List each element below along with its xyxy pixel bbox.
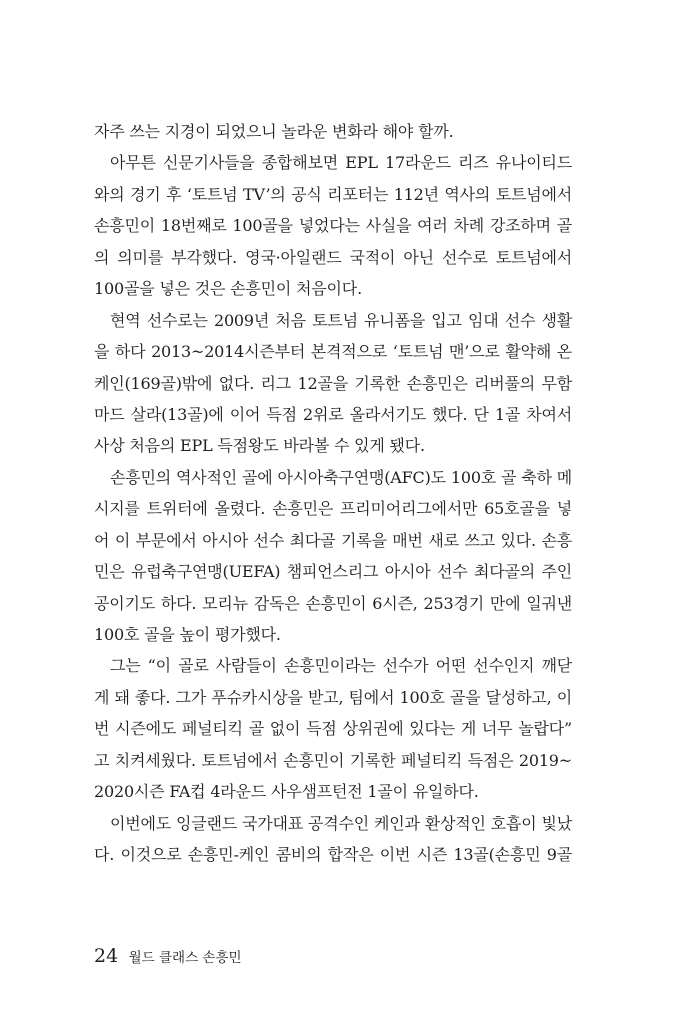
- text-line: 아무튼 신문기사들을 종합해보면 EPL 17라운드 리즈 유나이티드: [110, 153, 572, 173]
- text-line: 100호 골을 높이 평가했다.: [94, 625, 281, 644]
- text-line: 민은 유럽축구연맹(UEFA) 챔피언스리그 아시아 선수 최다골의 주인: [94, 562, 572, 582]
- text-line: 손흥민이 18번째로 100골을 넣었다는 사실을 여러 차례 강조하며 골: [94, 216, 572, 236]
- body-text: [94, 116, 572, 871]
- text-line: 을 하다 2013~2014시즌부터 본격적으로 ‘토트넘 맨’으로 활약해 온: [94, 342, 572, 362]
- text-line: 그는 “이 골로 사람들이 손흥민이라는 선수가 어떤 선수인지 깨닫: [110, 656, 572, 676]
- text-line: 2020시즌 FA컵 4라운드 사우샘프턴전 1골이 유일하다.: [94, 782, 479, 802]
- text-line: 고 치켜세웠다. 토트넘에서 손흥민이 기록한 페널티킥 득점은 2019~: [94, 750, 572, 770]
- text-line: 사상 처음의 EPL 득점왕도 바라볼 수 있게 됐다.: [94, 436, 425, 456]
- text-line: 케인(169골)밖에 없다. 리그 12골을 기록한 손흥민은 리버풀의 무함: [94, 373, 572, 393]
- text-line: 다. 이것으로 손흥민-케인 콤비의 합작은 이번 시즌 13골(손흥민 9골: [94, 845, 572, 865]
- text-line: 번 시즌에도 페널티킥 골 없이 득점 상위권에 있다는 게 너무 놀랍다”: [94, 719, 572, 739]
- text-line: 공이기도 하다. 모리뉴 감독은 손흥민이 6시즌, 253경기 만에 일궈낸: [94, 593, 572, 613]
- text-line: 이번에도 잉글랜드 국가대표 공격수인 케인과 환상적인 호흡이 빛났: [110, 813, 572, 833]
- text-line: 와의 경기 후 ‘토트넘 TV’의 공식 리포터는 112년 역사의 토트넘에서: [94, 184, 572, 204]
- text-line: 어 이 부문에서 아시아 선수 최다골 기록을 매번 새로 쓰고 있다. 손흥: [94, 530, 572, 550]
- text-line: 게 돼 좋다. 그가 푸슈카시상을 받고, 팀에서 100호 골을 달성하고, 이: [94, 687, 572, 707]
- text-line: 시지를 트위터에 올렸다. 손흥민은 프리미어리그에서만 65호골을 넣: [94, 499, 572, 519]
- text-line: 100골을 넣은 것은 손흥민이 처음이다.: [94, 279, 362, 299]
- text-line: 의 의미를 부각했다. 영국·아일랜드 국적이 아닌 선수로 토트넘에서: [94, 247, 572, 267]
- text-line: 손흥민의 역사적인 골에 아시아축구연맹(AFC)도 100호 골 축하 메: [110, 467, 572, 487]
- running-title: 월드 클래스 손흥민: [128, 950, 242, 966]
- text-line: 현역 선수로는 2009년 처음 토트넘 유니폼을 입고 임대 선수 생활: [110, 310, 572, 330]
- text-line: 마드 살라(13골)에 이어 득점 2위로 올라서기도 했다. 단 1골 차여서: [94, 404, 572, 424]
- page-footer: [94, 945, 242, 967]
- text-line: 자주 쓰는 지경이 되었으니 놀라운 변화라 해야 할까.: [94, 122, 454, 141]
- page-number: 24: [94, 945, 119, 967]
